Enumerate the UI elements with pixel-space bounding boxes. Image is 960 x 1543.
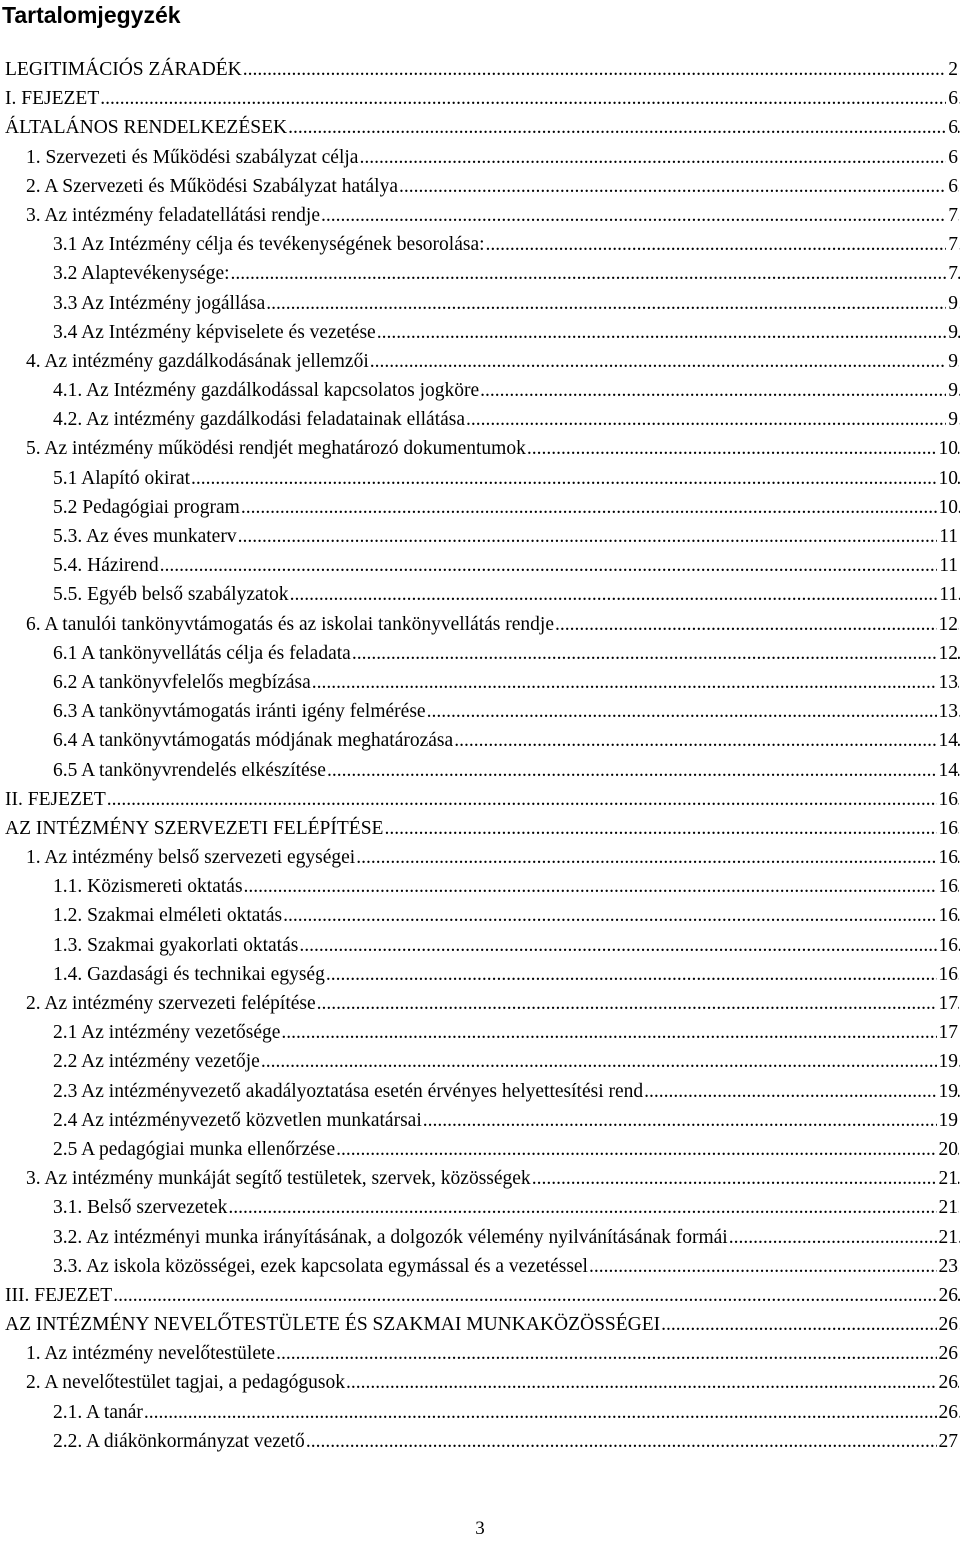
toc-entry-page-number: 21	[937, 1164, 959, 1193]
toc-entry-page-number: 6	[946, 143, 958, 172]
toc-entry-leader	[26, 347, 960, 376]
toc-entry-leader	[53, 960, 960, 989]
toc-entry-text: 1. Az intézmény nevelőtestülete	[26, 1343, 276, 1365]
page-number: 3	[475, 1518, 485, 1539]
toc-entry[interactable]	[0, 580, 960, 609]
toc-entry-leader	[26, 1339, 960, 1368]
toc-entry-page-number: 26	[937, 1281, 959, 1310]
toc-entry[interactable]	[0, 259, 960, 288]
toc-entry[interactable]	[0, 1281, 960, 1310]
toc-entry-leader	[26, 1368, 960, 1397]
toc-entry[interactable]	[0, 814, 960, 843]
toc-entry-leader	[53, 1135, 960, 1164]
toc-entry-leader	[26, 172, 960, 201]
toc-entry-text: 6. A tanulói tankönyvtámogatás és az iskolai tankönyvellátás rendje	[26, 613, 554, 635]
toc-entry-text: I. FEJEZET	[5, 88, 100, 110]
toc-entry-text: 3.2 Alaptevékenysége:	[53, 263, 230, 285]
toc-entry-text: 6.4 A tankönyvtámogatás módjának meghatározása	[53, 730, 454, 752]
toc-entry-text: 1.1. Közismereti oktatás	[53, 876, 243, 898]
toc-entry-leader	[53, 697, 960, 726]
toc-entry-page-number: 23	[937, 1252, 959, 1281]
toc-entry-text: 5.1 Alapító okirat	[53, 467, 191, 489]
toc-entry-leader	[53, 230, 960, 259]
toc-entry-page-number: 26	[937, 1368, 959, 1397]
toc-entry-leader	[26, 434, 960, 463]
toc-entry-leader	[26, 143, 960, 172]
toc-entry[interactable]	[0, 347, 960, 376]
toc-entry-text: 3. Az intézmény feladatellátási rendje	[26, 204, 320, 226]
toc-entry-text: 2.5 A pedagógiai munka ellenőrzése	[53, 1138, 336, 1160]
toc-entry-page-number: 19	[937, 1047, 959, 1076]
toc-entry-page-number: 14	[937, 756, 959, 785]
toc-entry-leader	[26, 1164, 960, 1193]
toc-entry-leader	[53, 1018, 960, 1047]
toc-entry-page-number: 16	[937, 931, 959, 960]
toc-entry[interactable]	[0, 756, 960, 785]
toc-entry-page-number: 10	[937, 434, 959, 463]
toc-entry-page-number: 7	[946, 259, 958, 288]
toc-entry[interactable]	[0, 1310, 960, 1339]
toc-entry-page-number: 16	[937, 872, 959, 901]
toc-entry[interactable]	[0, 434, 960, 463]
toc-entry-page-number: 19	[937, 1106, 959, 1135]
toc-entry-leader	[26, 201, 960, 230]
toc-entry-page-number: 16	[937, 814, 959, 843]
toc-entry-leader	[53, 376, 960, 405]
toc-entry[interactable]	[0, 230, 960, 259]
toc-entry-text: AZ INTÉZMÉNY NEVELŐTESTÜLETE ÉS SZAKMAI MUNKAKÖZÖSSÉGEI	[5, 1314, 661, 1336]
toc-entry-page-number: 14	[937, 726, 959, 755]
toc-entry-text: 2.4 Az intézményvezető közvetlen munkatársai	[53, 1109, 422, 1131]
toc-entry-leader	[5, 113, 960, 142]
toc-entry-leader	[53, 1106, 960, 1135]
toc-entry-text: 2.3 Az intézményvezető akadályoztatása esetén érvényes helyettesítési rend	[53, 1080, 644, 1102]
toc-entry-page-number: 21	[937, 1193, 959, 1222]
toc-entry[interactable]	[0, 726, 960, 755]
toc-entry-text: AZ INTÉZMÉNY SZERVEZETI FELÉPÍTÉSE	[5, 817, 384, 839]
toc-entry[interactable]	[0, 843, 960, 872]
toc-entry-page-number: 9	[946, 376, 958, 405]
toc-entry-leader	[53, 901, 960, 930]
toc-entry-leader	[5, 814, 960, 843]
toc-entry-page-number: 9	[946, 405, 958, 434]
toc-entry-leader	[53, 1193, 960, 1222]
toc-entry-page-number: 27	[937, 1427, 959, 1456]
toc-entry-text: 3.3 Az Intézmény jogállása	[53, 292, 266, 314]
toc-entry-page-number: 11	[937, 580, 958, 609]
toc-entry-text: 2. A Szervezeti és Működési Szabályzat hatálya	[26, 175, 399, 197]
toc-entry-text: 6.5 A tankönyvrendelés elkészítése	[53, 759, 326, 781]
toc-entry[interactable]	[0, 1398, 960, 1427]
toc-entry-page-number: 16	[937, 960, 959, 989]
toc-entry-leader	[53, 726, 960, 755]
toc-entry-page-number: 19	[937, 1077, 959, 1106]
toc-entry[interactable]	[0, 785, 960, 814]
toc-entry-leader	[5, 1281, 960, 1310]
toc-entry-text: 6.2 A tankönyvfelelős megbízása	[53, 671, 311, 693]
toc-entry-page-number: 11	[937, 551, 958, 580]
toc-entry-leader	[53, 493, 960, 522]
toc-entry-leader	[53, 522, 960, 551]
toc-title: Tartalomjegyzék	[2, 2, 181, 28]
toc-entry-leader	[53, 1223, 960, 1252]
toc-entry[interactable]	[0, 493, 960, 522]
toc-entry-text: 5.3. Az éves munkaterv	[53, 526, 237, 547]
toc-entry-text: III. FEJEZET	[5, 1284, 113, 1306]
toc-entry[interactable]	[0, 1135, 960, 1164]
toc-entry-leader	[53, 289, 960, 318]
toc-entry-text: LEGITIMÁCIÓS ZÁRADÉK	[5, 59, 242, 80]
toc-entry[interactable]	[0, 143, 960, 172]
toc-entry-page-number: 13	[937, 697, 959, 726]
toc-entry[interactable]	[0, 318, 960, 347]
toc-entry-page-number: 21	[937, 1223, 959, 1252]
toc-entry-text: 3.4 Az Intézmény képviselete és vezetése	[53, 321, 376, 343]
toc-entry-page-number: 9	[946, 289, 958, 318]
toc-entry-leader	[53, 931, 960, 960]
toc-entry-leader	[5, 1310, 960, 1339]
toc-entry-leader	[53, 756, 960, 785]
toc-entry[interactable]	[0, 872, 960, 901]
toc-entry[interactable]	[0, 960, 960, 989]
toc-entry-page-number: 6	[946, 172, 958, 201]
toc-entry-page-number: 9	[946, 318, 958, 347]
toc-entry-page-number: 9	[946, 347, 958, 376]
toc-entry-page-number: 7	[946, 201, 958, 230]
toc-entry[interactable]	[0, 639, 960, 668]
toc-entry[interactable]	[0, 405, 960, 434]
toc-entry-leader	[26, 843, 960, 872]
toc-entry-text: 1. Az intézmény belső szervezeti egységei	[26, 847, 356, 869]
toc-entry[interactable]	[0, 1164, 960, 1193]
toc-entry-text: 2.1 Az intézmény vezetősége	[53, 1022, 281, 1044]
toc-entry-page-number: 17	[937, 1018, 959, 1047]
toc-entry-leader	[53, 1398, 960, 1427]
table-of-contents	[0, 55, 960, 1456]
toc-entry-leader	[53, 259, 960, 288]
toc-entry[interactable]	[0, 668, 960, 697]
toc-entry[interactable]	[0, 1077, 960, 1106]
toc-entry-leader	[26, 610, 960, 639]
toc-entry[interactable]	[0, 697, 960, 726]
toc-entry-text: 3.1. Belső szervezetek	[53, 1197, 228, 1219]
toc-entry[interactable]	[0, 1223, 960, 1252]
toc-entry-page-number: 2	[946, 55, 958, 84]
toc-entry-page-number: 16	[937, 901, 959, 930]
toc-entry[interactable]	[0, 201, 960, 230]
toc-entry-page-number: 26	[937, 1310, 959, 1339]
toc-entry[interactable]	[0, 1018, 960, 1047]
toc-entry-page-number: 6	[946, 113, 958, 142]
toc-entry-page-number: 26	[937, 1339, 959, 1368]
toc-entry-text: ÁLTALÁNOS RENDELKEZÉSEK	[5, 117, 288, 139]
toc-entry[interactable]	[0, 1368, 960, 1397]
toc-entry-text: 4. Az intézmény gazdálkodásának jellemzői	[26, 350, 369, 372]
toc-entry[interactable]	[0, 289, 960, 318]
toc-entry-text: 4.1. Az Intézmény gazdálkodással kapcsolatos jogköre	[53, 380, 480, 402]
toc-entry-text: 1.2. Szakmai elméleti oktatás	[53, 905, 283, 927]
toc-entry[interactable]	[0, 1193, 960, 1222]
toc-entry-text: 2.2 Az intézmény vezetője	[53, 1051, 260, 1073]
toc-entry-page-number: 16	[937, 843, 959, 872]
toc-entry[interactable]	[0, 1047, 960, 1076]
toc-entry-leader	[53, 872, 960, 901]
toc-entry-text: 6.1 A tankönyvellátás célja és feladata	[53, 642, 351, 664]
toc-entry-text: 1.3. Szakmai gyakorlati oktatás	[53, 934, 299, 956]
toc-entry[interactable]	[0, 1252, 960, 1281]
toc-entry-page-number: 12	[937, 639, 959, 668]
toc-entry-text: 5.4. Házirend	[53, 555, 159, 577]
toc-entry[interactable]	[0, 522, 960, 551]
toc-entry-page-number: 17	[937, 989, 959, 1018]
toc-entry-text: 1. Szervezeti és Működési szabályzat célja	[26, 146, 359, 168]
toc-entry[interactable]	[0, 84, 960, 113]
toc-entry-page-number: 11	[937, 522, 958, 551]
toc-entry-page-number: 6	[946, 84, 958, 113]
toc-entry-text: 3. Az intézmény munkáját segítő testületek, szervek, közösségek	[26, 1168, 531, 1190]
toc-entry[interactable]	[0, 1427, 960, 1456]
toc-entry-leader	[26, 989, 960, 1018]
toc-entry-text: 2. Az intézmény szervezeti felépítése	[26, 993, 316, 1014]
toc-entry[interactable]	[0, 464, 960, 493]
toc-entry-text: 5.2 Pedagógiai program	[53, 496, 240, 518]
toc-entry-text: 2.1. A tanár	[53, 1401, 143, 1423]
toc-entry[interactable]	[0, 901, 960, 930]
toc-entry-text: 3.2. Az intézményi munka irányításának, a dolgozók vélemény nyilvánításának formái	[53, 1226, 728, 1248]
toc-entry[interactable]	[0, 376, 960, 405]
toc-entry-text: 6.3 A tankönyvtámogatás iránti igény felmérése	[53, 701, 426, 723]
toc-entry-leader	[5, 55, 960, 84]
toc-entry-leader	[53, 551, 960, 580]
toc-entry-text: 5. Az intézmény működési rendjét meghatározó dokumentumok	[26, 438, 526, 460]
toc-entry-page-number: 10	[937, 493, 959, 522]
toc-entry-leader	[53, 668, 960, 697]
toc-entry-leader	[53, 464, 960, 493]
toc-entry[interactable]	[0, 989, 960, 1018]
toc-entry-page-number: 20	[937, 1135, 959, 1164]
toc-entry-leader	[53, 1077, 960, 1106]
toc-entry-leader	[53, 1047, 960, 1076]
toc-entry-text: 3.3. Az iskola közösségei, ezek kapcsolata egymással és a vezetéssel	[53, 1255, 588, 1277]
toc-entry-leader	[53, 1252, 960, 1281]
toc-entry[interactable]	[0, 113, 960, 142]
toc-entry-page-number: 7	[946, 230, 958, 259]
toc-entry-text: 2. A nevelőtestület tagjai, a pedagógusok	[26, 1372, 345, 1394]
toc-entry[interactable]	[0, 551, 960, 580]
toc-entry-page-number: 13	[937, 668, 959, 697]
toc-entry-text: 4.2. Az intézmény gazdálkodási feladatainak ellátása	[53, 409, 466, 431]
toc-entry-text: 1.4. Gazdasági és technikai egység	[53, 963, 325, 985]
toc-entry-text: 5.5. Egyéb belső szabályzatok	[53, 584, 289, 606]
toc-entry-leader	[53, 318, 960, 347]
toc-entry-leader	[53, 639, 960, 668]
toc-entry-page-number: 12	[937, 610, 959, 639]
toc-entry[interactable]	[0, 55, 960, 84]
toc-entry[interactable]	[0, 1106, 960, 1135]
toc-entry-page-number: 26	[937, 1398, 959, 1427]
toc-entry[interactable]	[0, 931, 960, 960]
toc-entry-leader	[53, 1427, 960, 1456]
toc-entry[interactable]	[0, 610, 960, 639]
toc-entry-leader	[53, 580, 960, 609]
toc-entry-page-number: 10	[937, 464, 959, 493]
toc-entry-leader	[53, 405, 960, 434]
toc-entry-leader	[5, 84, 960, 113]
toc-entry[interactable]	[0, 172, 960, 201]
toc-entry-page-number: 16	[937, 785, 959, 814]
toc-entry-text: II. FEJEZET	[5, 788, 106, 810]
toc-entry-leader	[5, 785, 960, 814]
toc-entry[interactable]	[0, 1339, 960, 1368]
toc-entry-text: 2.2. A diákönkormányzat vezető	[53, 1430, 305, 1452]
toc-entry-text: 3.1 Az Intézmény célja és tevékenységének besorolása:	[53, 234, 485, 256]
